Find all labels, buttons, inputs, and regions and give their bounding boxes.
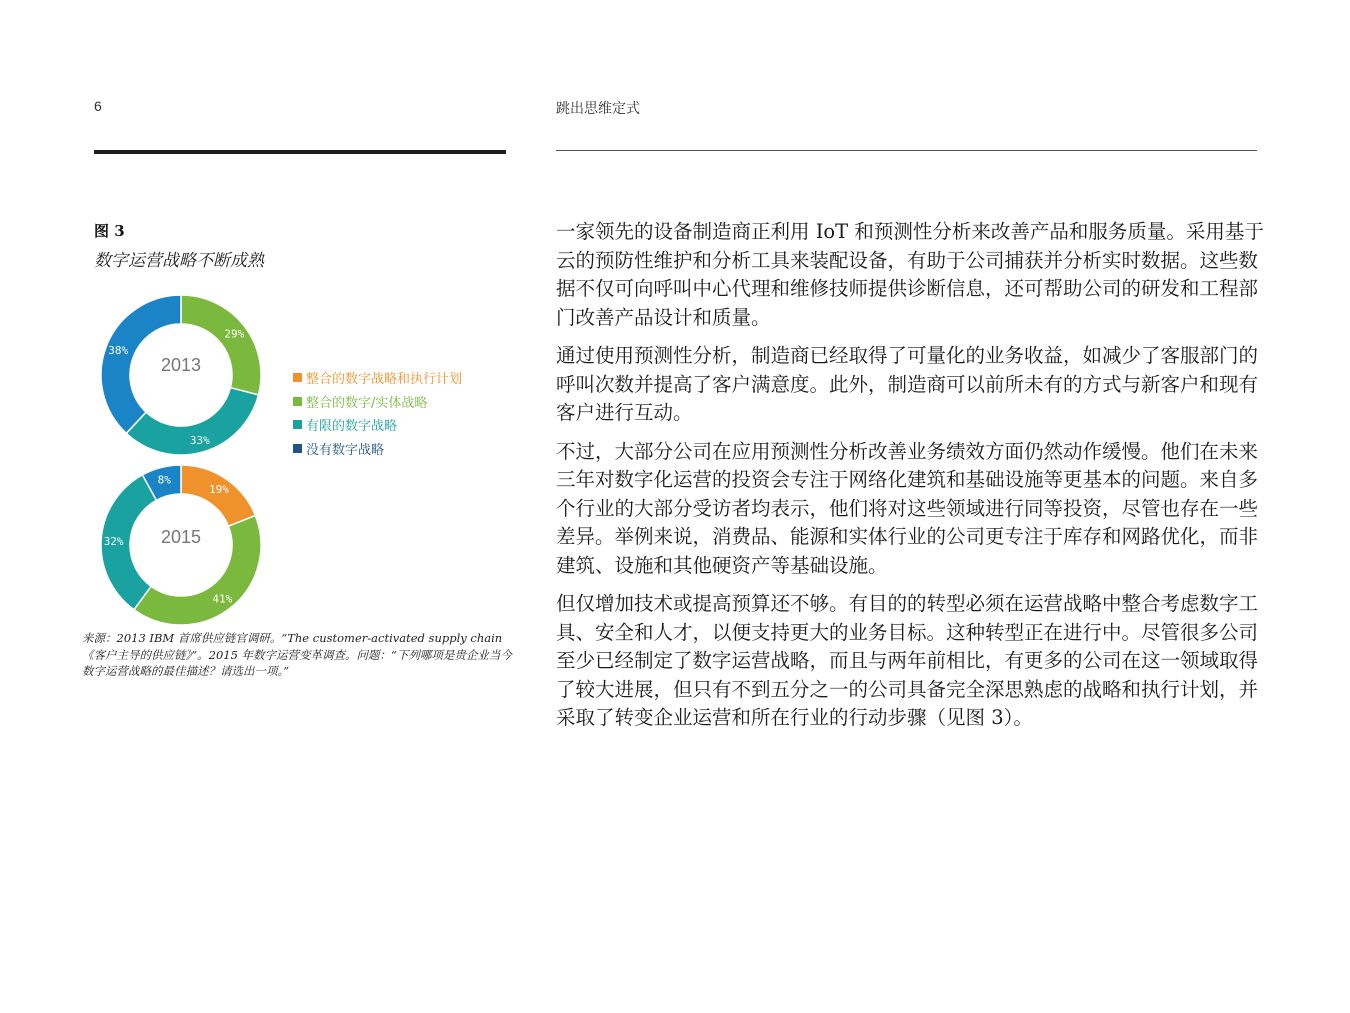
article-body xyxy=(556,218,1276,743)
legend-swatch xyxy=(293,373,302,382)
legend-item-integrated-plan xyxy=(293,366,462,390)
left-divider xyxy=(94,150,506,154)
chart-legend xyxy=(293,366,462,460)
figure-source-note: 来源：2013 IBM 首席供应链官调研。“The customer-activated supply chain《客户主导的供应链》”。2015 年数字运营变革调查。问题：“下列哪项是贵企业当今数字运营战略的最佳描述？请选出一项。” xyxy=(82,631,512,678)
donut-slice-digital-physical xyxy=(181,295,261,395)
body-paragraph: 一家领先的设备制造商正利用 IoT 和预测性分析来改善产品和服务质量。采用基于云的预防性维护和分析工具来装配设备，有助于公司捕获并分析实时数据。这些数据不仅可向呼叫中心代理和维修技师提供诊断信息，还可帮助公司的研发和工程部门改善产品设计和质量。 xyxy=(556,220,1264,329)
legend-swatch xyxy=(293,397,302,406)
legend-item-digital-physical xyxy=(293,390,462,414)
right-divider xyxy=(556,150,1257,151)
slice-value-label: 32% xyxy=(103,534,124,548)
figure-label: 图 3 xyxy=(94,222,125,240)
legend-swatch xyxy=(293,444,302,453)
legend-item-none xyxy=(293,437,462,461)
body-paragraph: 通过使用预测性分析，制造商已经取得了可量化的业务收益，如减少了客服部门的呼叫次数并提高了客户满意度。此外，制造商可以前所未有的方式与新客户和现有客户进行互动。 xyxy=(556,344,1259,424)
legend-swatch xyxy=(293,420,302,429)
slice-value-label: 41% xyxy=(212,592,233,606)
legend-label: 有限的数字战略 xyxy=(306,419,398,435)
slice-value-label: 19% xyxy=(209,483,229,497)
body-paragraph: 不过，大部分公司在应用预测性分析改善业务绩效方面仍然动作缓慢。他们在未来三年对数字化运营的投资会专注于网络化建筑和基础设施等更基本的问题。来自多个行业的大部分受访者均表示，他们将对这些领域进行同等投资，尽管也存在一些差异。举例来说，消费品、能源和实体行业的公司更专注于库存和网路优化，而非建筑、设施和其他硬资产等基础设施。 xyxy=(556,439,1259,577)
slice-value-label: 33% xyxy=(189,433,210,447)
donut-chart-2015 xyxy=(100,464,262,626)
slice-value-label: 8% xyxy=(157,473,171,487)
slice-value-label: 29% xyxy=(224,327,245,341)
legend-label: 整合的数字/实体战略 xyxy=(306,395,428,411)
donut-chart-2013 xyxy=(100,294,262,456)
body-paragraph: 但仅增加技术或提高预算还不够。有目的的转型必须在运营战略中整合考虑数字工具、安全和人才，以便支持更大的业务目标。这种转型正在进行中。尽管很多公司至少已经制定了数字运营战略，而且与两年前相比，有更多的公司在这一领域取得了较大进展，但只有不到五分之一的公司具备完全深思熟虑的战略和执行计划，并采取了转变企业运营和所在行业的行动步骤（见图 3）。 xyxy=(556,592,1259,729)
slice-value-label: 38% xyxy=(108,344,129,358)
legend-label: 没有数字战略 xyxy=(306,442,385,458)
page-number: 6 xyxy=(94,98,102,114)
legend-item-limited xyxy=(293,413,462,437)
legend-label: 整合的数字战略和执行计划 xyxy=(306,372,463,388)
donut-center-year: 2013 xyxy=(160,355,202,375)
figure-title: 数字运营战略不断成熟 xyxy=(94,251,264,271)
running-title: 跳出思维定式 xyxy=(556,101,640,117)
donut-center-year: 2015 xyxy=(160,527,202,547)
